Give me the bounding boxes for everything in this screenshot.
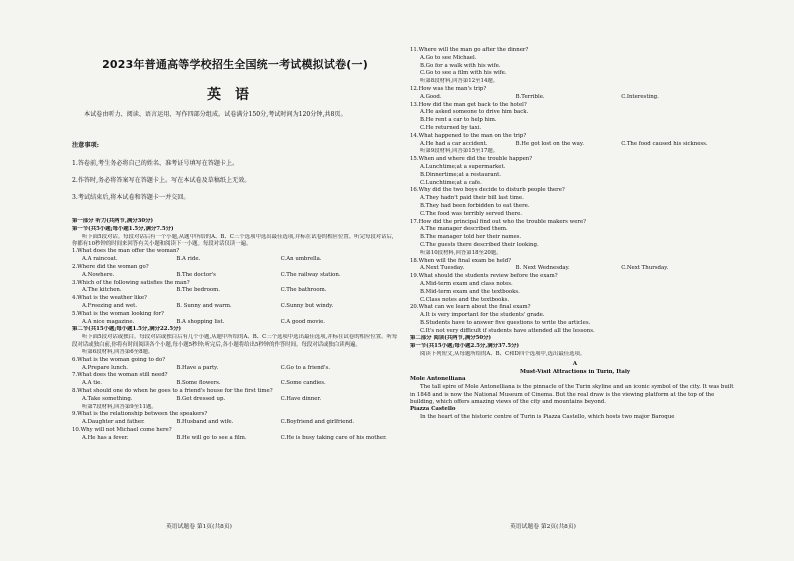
- material-intro: 听第8段材料,回答第12至14题。: [420, 78, 499, 85]
- option-b: B.Go for a walk with his wife.: [420, 62, 501, 69]
- listening-continued: [410, 47, 740, 422]
- question-stem: 18.When will the final exam be held?: [410, 257, 512, 264]
- question-stem: 10.Why will not Michael come here?: [72, 426, 172, 433]
- material-intro: 听第6段材料,回答第6至8题。: [82, 348, 154, 355]
- section-heading: 第二节(共15小题;每小题1.5分,满分22.5分): [72, 326, 182, 333]
- notice-heading: 注意事项:: [72, 142, 100, 149]
- option-b: B.He got lost on the way.: [515, 140, 584, 147]
- option-a: A.The kitchen.: [82, 287, 122, 294]
- section-instructions: 阅读下列短文,从每题所给的A、B、C和D四个选项中,选出最佳选项。: [420, 351, 586, 358]
- question-options: [72, 365, 398, 373]
- material-intro: 听第7段材料,回答第9至11题。: [82, 403, 157, 410]
- option-b: B.Dinnertime;at a restaurant.: [420, 171, 501, 178]
- option-c: C.A good movie.: [280, 318, 326, 325]
- passage-paragraph: The tall spire of Mole Antonelliana is the pinnacle of the Turin skyline and an iconic symbol of the city. It was built in 1848 and is now the National Museum of Cinema. But the real draw is the viewing platform at the top of the building, which offers amazing views of the city and mountains beyond.: [410, 384, 734, 406]
- option-b: B.A shopping list.: [176, 318, 225, 325]
- question-options: [72, 435, 398, 443]
- option-c: C.Some candies.: [280, 380, 326, 387]
- option-b: B.The bedroom.: [176, 287, 220, 294]
- option-b: B.He will go to see a film.: [176, 434, 247, 441]
- option-c: C.The guests there described their looking.: [420, 241, 539, 248]
- option-b: B.Terrible.: [515, 93, 545, 100]
- question-stem: 13.How did the man get back to the hotel?: [410, 101, 527, 108]
- option-a: A.Take something.: [82, 395, 133, 402]
- option-b: B.Mid-term exam and the textbooks.: [420, 288, 520, 295]
- question-options: [72, 287, 398, 295]
- notice-item: 1.答卷前,考生务必将自己的姓名、准考证号填写在答题卡上。: [72, 160, 239, 167]
- option-a: A.He had a car accident.: [420, 140, 488, 147]
- question-stem: 2.Where did the woman go?: [72, 264, 149, 270]
- option-c: C.An umbrella.: [280, 256, 322, 263]
- option-a: A.Lunchtime;at a supermarket.: [420, 163, 506, 170]
- option-a: A.Go to see Michael.: [420, 54, 477, 61]
- option-c: C.Go to see a film with his wife.: [420, 70, 507, 77]
- passage-letter: A: [572, 360, 578, 367]
- option-c: C.Next Thursday.: [621, 265, 669, 272]
- option-a: A.A tie.: [82, 380, 103, 387]
- listening-section: [72, 218, 398, 443]
- question-stem: 15.When and where did the trouble happen?: [410, 156, 533, 163]
- part-heading: 第一部分 听力(共两节,满分30分): [72, 218, 154, 224]
- option-a: A.A nice magazine.: [82, 318, 135, 325]
- question-options: [72, 319, 398, 327]
- option-c: C.He is busy taking care of his mother.: [280, 434, 387, 441]
- option-c: C.Sunny but windy.: [280, 302, 334, 309]
- section-heading: 第一节(共5小题;每小题1.5分,满分7.5分): [72, 225, 174, 232]
- page-footer: 英语试题卷 第2页(共8页): [510, 524, 576, 530]
- question-options: [410, 141, 740, 149]
- option-c: C.The bathroom.: [280, 287, 327, 294]
- option-a: A.Freezing and wet.: [82, 302, 138, 309]
- exam-title: 2023年普通高等学校招生全国统一考试模拟试卷(一): [102, 58, 368, 71]
- option-b: B.Get dressed up.: [176, 395, 226, 402]
- option-c: C.Lunchtime;at a cafe.: [420, 179, 482, 186]
- option-b: B.Have a party.: [176, 364, 219, 371]
- option-a: A.It is very important for the students' grade.: [420, 312, 545, 319]
- option-b: B.Some flowers.: [176, 380, 221, 387]
- option-a: A.He has a fever.: [82, 434, 129, 441]
- option-a: A.Prepare lunch.: [82, 364, 129, 371]
- question-stem: 9.What is the relationship between the speakers?: [72, 411, 208, 418]
- question-stem: 7.What does the woman still need?: [72, 372, 168, 379]
- option-a: A.Nowhere.: [82, 271, 115, 278]
- attraction-heading: Mole Antonelliana: [410, 376, 466, 383]
- option-a: A.Next Tuesday.: [420, 265, 465, 272]
- question-stem: 8.What should one do when he goes to a friend's house for the first time?: [72, 387, 273, 394]
- notice-item: 3.考试结束后,将本试卷和答题卡一并交回。: [72, 194, 190, 201]
- question-options: [72, 272, 398, 280]
- page-2: [410, 0, 740, 561]
- question-stem: 19.What should the students review before the exam?: [410, 273, 558, 280]
- option-c: C.Have dinner.: [280, 395, 322, 402]
- question-stem: 14.What happened to the man on the trip?: [410, 132, 527, 139]
- option-c: C.Go to a friend's.: [280, 364, 330, 371]
- option-b: B. Sunny and warm.: [176, 302, 232, 309]
- question-stem: 1.What does the man offer the woman?: [72, 248, 180, 255]
- question-stem: 20.What can we learn about the final exam?: [410, 304, 531, 311]
- option-a: A.Daughter and father.: [82, 419, 145, 426]
- option-b: B.A ride.: [176, 256, 201, 263]
- option-a: A.He asked someone to drive him back.: [420, 109, 529, 116]
- option-c: C.Boyfriend and girlfriend.: [280, 419, 355, 426]
- option-c: C.The food was terribly served there.: [420, 210, 522, 217]
- question-options: [410, 94, 740, 102]
- question-options: [72, 380, 398, 388]
- question-stem: 17.How did the principal find out who the trouble makers were?: [410, 218, 587, 225]
- question-stem: 16.Why did the two boys decide to disturb people there?: [410, 187, 565, 194]
- passage-title: Must-Visit Attractions in Turin, Italy: [519, 368, 630, 375]
- question-stem: 3.Which of the following satisfies the man?: [72, 279, 190, 286]
- question-options: [410, 265, 740, 273]
- question-options: [72, 256, 398, 264]
- option-b: B.The manager told her their names.: [420, 234, 522, 241]
- question-stem: 5.What is the woman looking for?: [72, 310, 164, 317]
- exam-intro: 本试卷由听力、阅读、语言运用、写作四部分组成。试卷满分150分,考试时间为120分钟,共8页。: [84, 111, 347, 118]
- question-stem: 6.What is the woman going to do?: [72, 356, 166, 363]
- option-a: A.The manager described them.: [420, 226, 508, 233]
- attraction-heading: Piazza Castello: [410, 406, 456, 413]
- section-heading: 第一节(共15小题;每小题2.5分,满分37.5分): [410, 343, 520, 350]
- option-b: B.The doctor's: [176, 271, 216, 278]
- question-stem: 4.What is the weather like?: [72, 295, 147, 302]
- part-heading: 第二部分 阅读(共两节,满分50分): [410, 335, 492, 342]
- option-c: C.The railway station.: [280, 271, 341, 278]
- option-c: C.It's not very difficult if students have attended all the lessons.: [420, 327, 595, 334]
- section-instructions: 听下面5段对话。每段对话后有一个小题,从题中所给的A、B、C三个选项中选出最佳选项,并标在试卷的相应位置。听完每段对话后,你都有10秒钟的时间来回答有关小题和阅读下一小题。每段对话仅读一遍。: [72, 233, 394, 247]
- passage-paragraph: In the heart of the historic centre of Turin is Piazza Castello, which hosts two major Baroque: [420, 414, 675, 421]
- page-1: [72, 0, 398, 561]
- material-intro: 听第9段材料,回答第15至17题。: [420, 148, 499, 155]
- option-a: A.Mid-term exam and class notes.: [420, 280, 513, 287]
- option-b: B.They had been forbidden to eat there.: [420, 202, 530, 209]
- subject-title: 英语: [207, 87, 263, 103]
- option-b: B.He rent a car to help him.: [420, 117, 497, 124]
- question-stem: 11.Where will the man go after the dinner?: [410, 47, 529, 53]
- notice-item: 2.作答时,务必将答案写在答题卡上。写在本试卷及草稿纸上无效。: [72, 177, 251, 184]
- option-c: C.Interesting.: [621, 93, 659, 100]
- page-footer: 英语试题卷 第1页(共8页): [166, 524, 232, 530]
- question-options: [72, 303, 398, 311]
- option-b: B.Husband and wife.: [176, 419, 234, 426]
- question-options: [72, 396, 398, 404]
- question-options: [72, 419, 398, 427]
- question-stem: 12.How was the man's trip?: [410, 85, 487, 92]
- option-b: B.Students have to answer five questions to write the articles.: [420, 319, 591, 326]
- option-c: C.He returned by taxi.: [420, 124, 482, 131]
- section-instructions: 听下面5段对话或独白。每段对话或独白后有几个小题,从题中所给的A、B、C三个选项中选出最佳选项,并标在试卷的相应位置。听每段对话或独白前,你将有时间阅读各个小题,每小题5秒钟;听完后,各小题将给出5秒钟的作答时间。每段对话或独白读两遍。: [72, 334, 398, 348]
- option-b: B. Next Wednesday.: [515, 265, 570, 272]
- option-c: C.Class notes and the textbooks.: [420, 296, 510, 303]
- option-c: C.The food caused his sickness.: [621, 140, 708, 147]
- option-a: A.They hadn't paid their bill last time.: [420, 195, 524, 202]
- option-a: A.A raincoat.: [82, 256, 118, 263]
- material-intro: 听第10段材料,回答第18至20题。: [420, 249, 502, 256]
- option-a: A.Good.: [420, 93, 442, 100]
